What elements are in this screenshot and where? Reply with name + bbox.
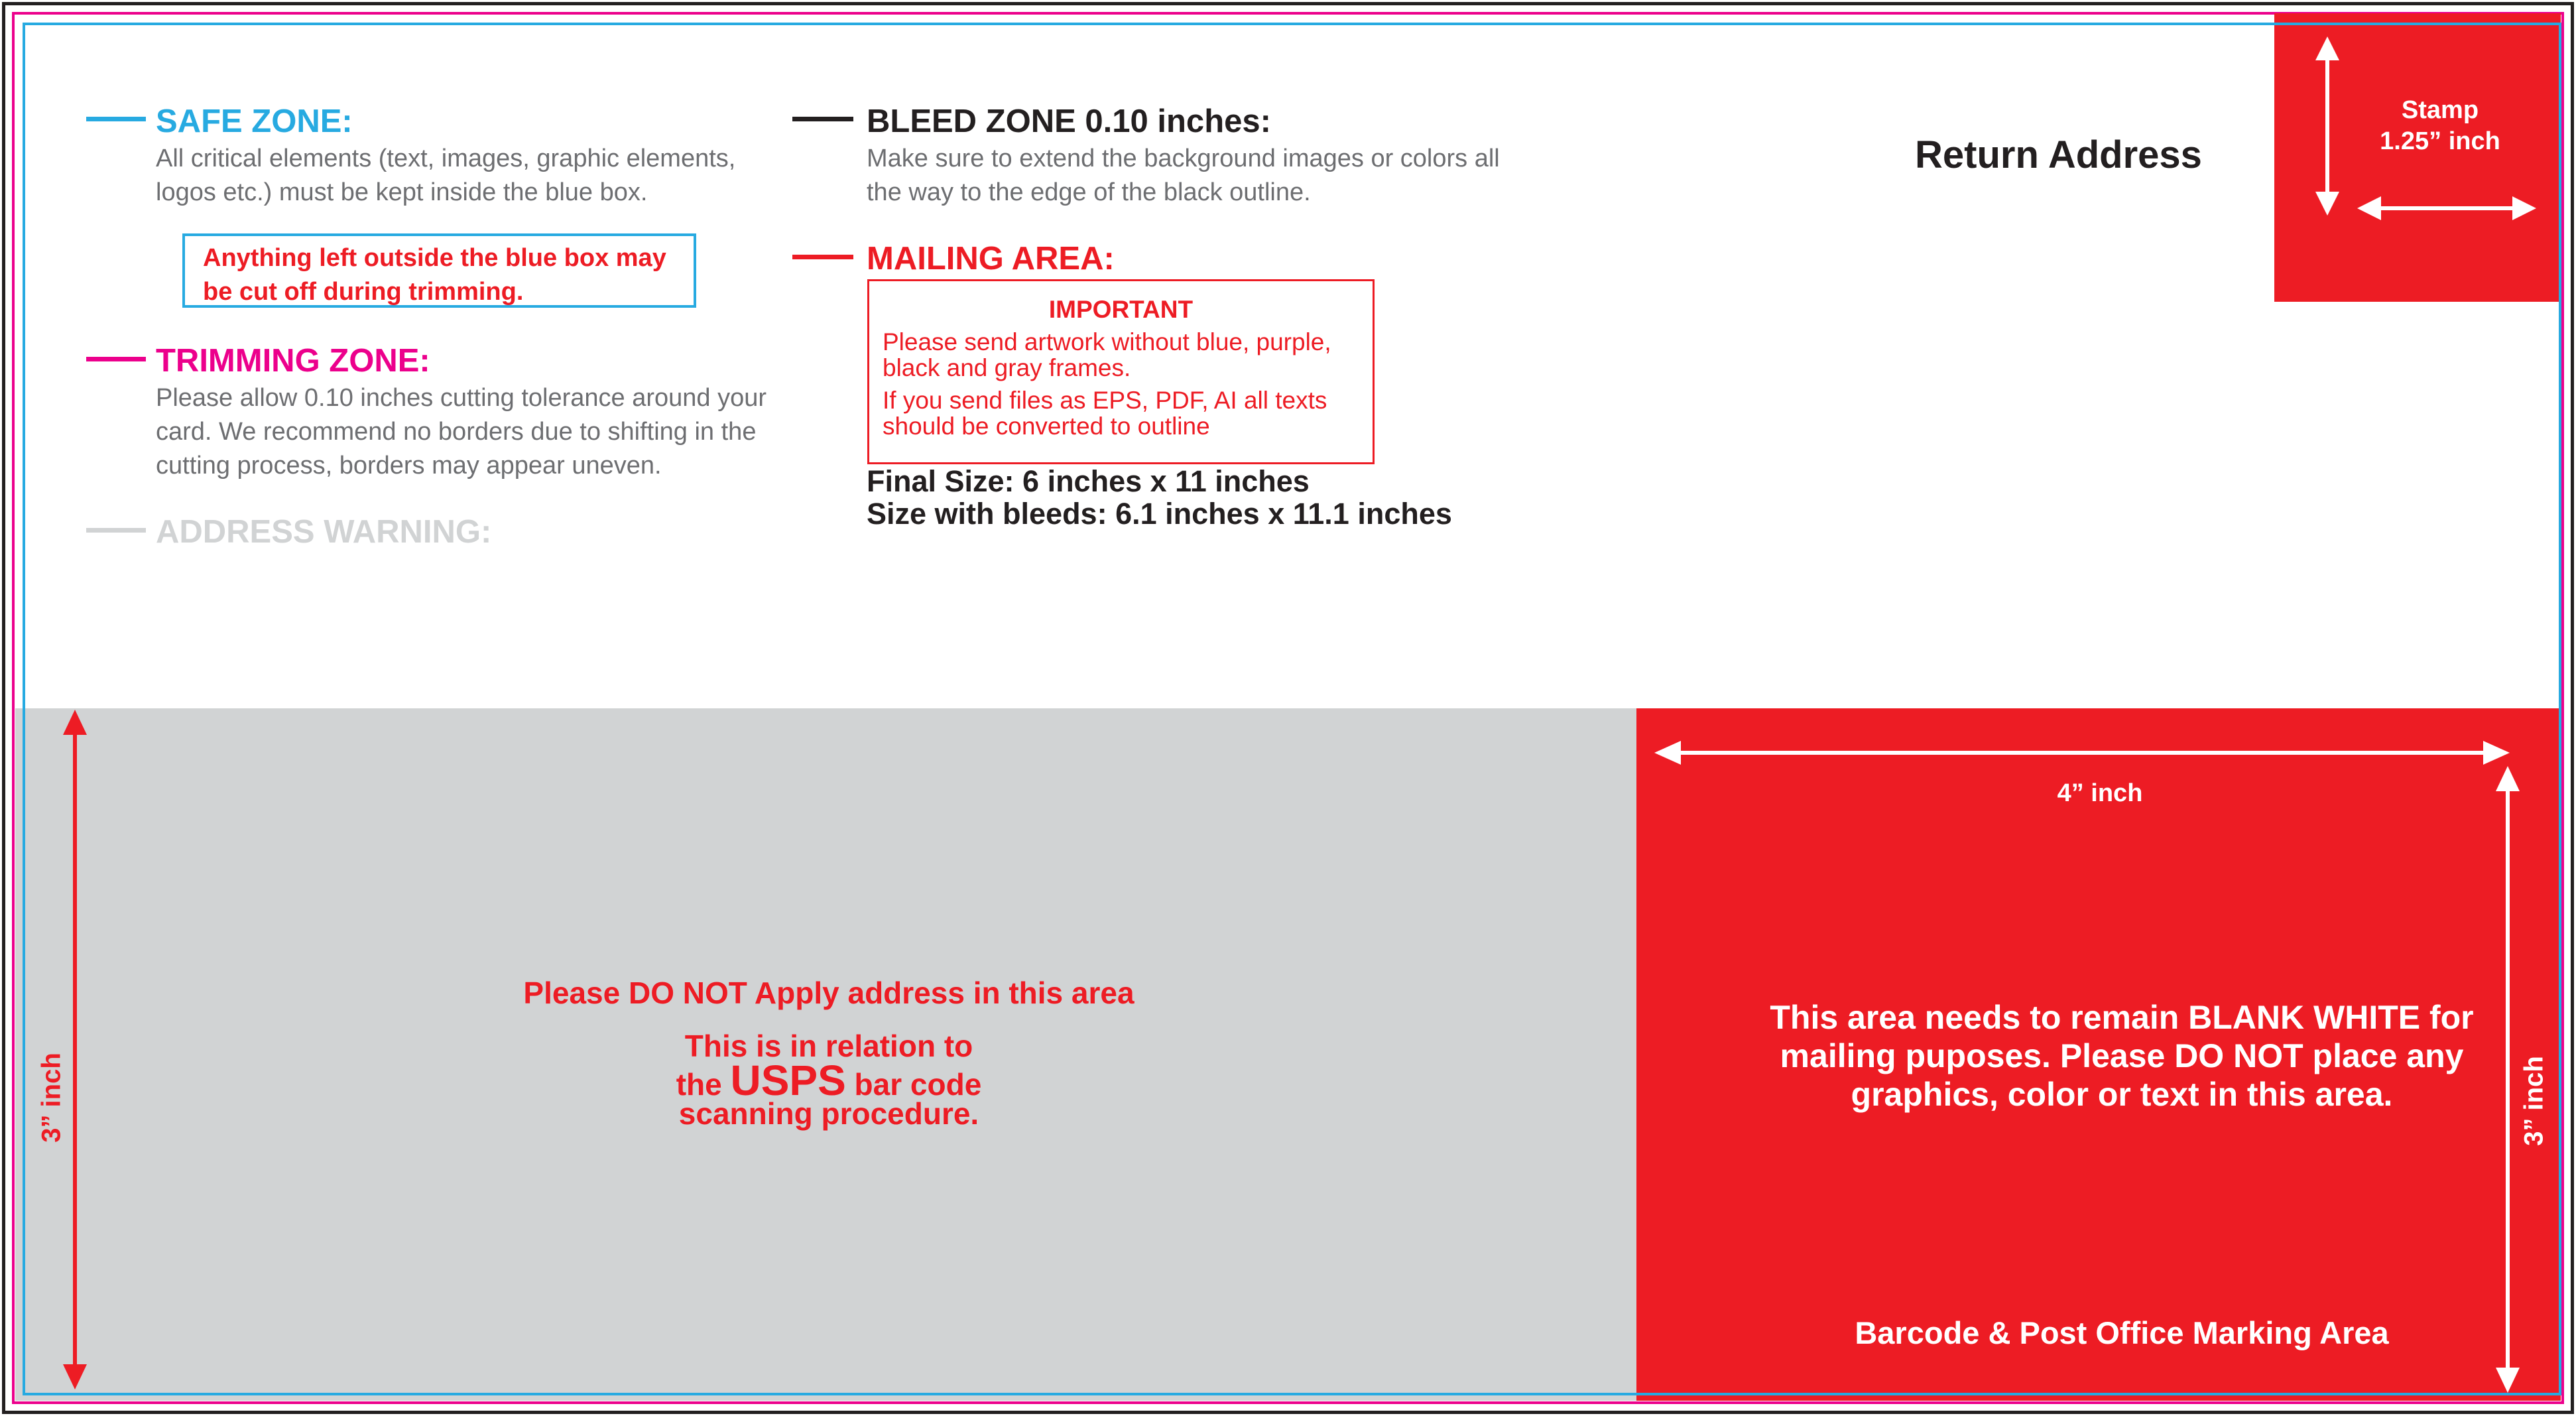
- stamp-width-arrow: [2357, 195, 2536, 222]
- mailing-area-legend-line: [792, 255, 853, 259]
- trim-zone-legend-line: [86, 357, 146, 361]
- barcode-height-label: 3” inch: [2519, 1056, 2549, 1146]
- barcode-width-arrow: [1654, 740, 2510, 766]
- barcode-width-label: 4” inch: [2057, 779, 2143, 807]
- trim-zone-body: Please allow 0.10 inches cutting tolerance around your card. We recommend no borders due to shifting in the cutting process, borders may appear uneven.: [156, 384, 767, 480]
- usps-prefix: the: [676, 1067, 722, 1102]
- usps-wordmark: USPS: [730, 1057, 846, 1104]
- important-heading: IMPORTANT: [1048, 296, 1194, 323]
- trim-zone-title: TRIMMING ZONE:: [156, 343, 430, 379]
- bleed-zone-body: Make sure to extend the background images or colors all the way to the edge of the black outline.: [867, 145, 1500, 206]
- address-warning-legend-line: [86, 528, 146, 533]
- safe-zone-title: SAFE ZONE:: [156, 103, 353, 139]
- barcode-notice: This area needs to remain BLANK WHITE for mailing puposes. Please DO NOT place any graphics, color or text in this area.: [1770, 999, 2474, 1113]
- address-area-height-arrow: [62, 710, 88, 1389]
- bleed-zone-legend-line: [792, 117, 853, 121]
- mailing-area-title: MAILING AREA:: [867, 241, 1115, 277]
- address-warning-line-1: Please DO NOT Apply address in this area: [523, 976, 1135, 1010]
- stamp-size: 1.25” inch: [2380, 127, 2500, 155]
- barcode-height-arrow: [2494, 766, 2521, 1393]
- bleed-zone-title: BLEED ZONE 0.10 inches:: [867, 103, 1271, 139]
- usps-suffix: bar code: [854, 1067, 982, 1102]
- final-size: Final Size: 6 inches x 11 inches: [867, 464, 1310, 498]
- important-line-2: If you send files as EPS, PDF, AI all texts should be converted to outline: [883, 387, 1327, 440]
- size-with-bleeds: Size with bleeds: 6.1 inches x 11.1 inches: [867, 497, 1452, 531]
- stamp-height-arrow: [2314, 36, 2341, 216]
- safe-zone-body: All critical elements (text, images, graphic elements, logos etc.) must be kept inside the blue box.: [156, 145, 736, 206]
- stamp-label: Stamp: [2401, 96, 2479, 124]
- important-line-1: Please send artwork without blue, purple, black and gray frames.: [883, 328, 1331, 381]
- safe-zone-warning-text: Anything left outside the blue box may be cut off during trimming.: [203, 244, 666, 306]
- address-warning-line-2: This is in relation to: [684, 1029, 973, 1063]
- address-warning-line-4: scanning procedure.: [678, 1096, 979, 1131]
- safe-zone-warning-box: [182, 233, 696, 308]
- address-area-height-label: 3” inch: [36, 1053, 66, 1143]
- return-address: Return Address: [1915, 133, 2202, 176]
- address-warning-title: ADDRESS WARNING:: [156, 514, 492, 550]
- barcode-footer: Barcode & Post Office Marking Area: [1855, 1315, 2389, 1350]
- important-box: [867, 279, 1375, 464]
- safe-zone-legend-line: [86, 117, 146, 121]
